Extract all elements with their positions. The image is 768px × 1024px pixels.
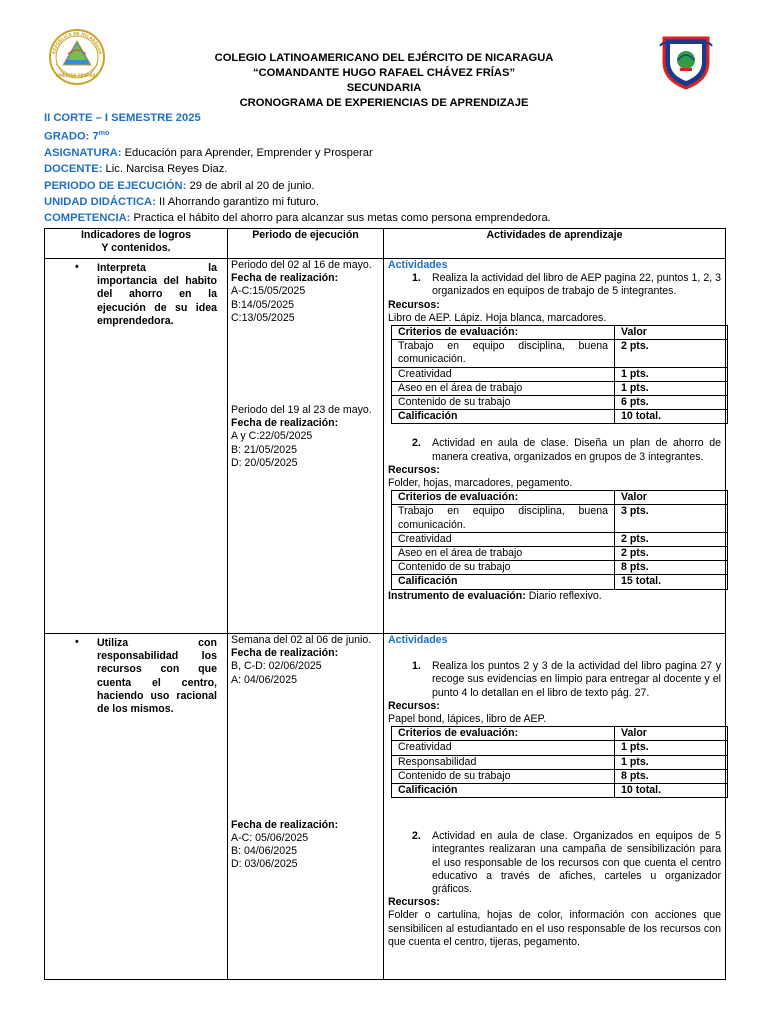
date-line: C:13/05/2025 [231,311,295,324]
activity-item [388,830,721,896]
table-header-row [45,229,726,259]
criteria-label: Responsabilidad [392,755,615,769]
criteria-total-row [392,575,728,589]
school-shield-logo [656,32,716,90]
date-line: A: 04/06/2025 [231,673,297,686]
date-line: A y C:22/05/2025 [231,430,313,443]
activity-number: 2. [412,830,421,843]
date-line: D: 20/05/2025 [231,456,298,469]
criteria-value: 1 pts. [615,367,728,381]
recursos-text: Libro de AEP. Lápiz. Hoja blanca, marcadores. [388,311,607,324]
criteria-value: 1 pts. [615,741,728,755]
criteria-row [392,547,728,561]
calificacion-value: 15 total. [615,575,728,589]
activity-item [388,437,721,463]
criteria-total-row [392,784,728,798]
criteria-value: 1 pts. [615,381,728,395]
calificacion-value: 10 total. [615,784,728,798]
valor-header: Valor [615,326,728,340]
criteria-row [392,396,728,410]
calificacion-label: Calificación [392,410,615,424]
criteria-row [392,532,728,546]
activity-text: Realiza la actividad del libro de AEP pagina 22, puntos 1, 2, 3 organizados en equipos de trabajo de 5 integrantes. [432,272,721,298]
date-line: B:14/05/2025 [231,298,295,311]
criteria-total-row [392,410,728,424]
fecha-label: Fecha de realización: [231,272,339,285]
recursos-text: Papel bond, lápices, libro de AEP. [388,713,547,726]
recursos-text: Folder, hojas, marcadores, pegamento. [388,477,573,490]
school-level: SECUNDARIA [346,82,422,94]
date-line: A-C: 05/06/2025 [231,832,309,845]
criteria-value: 6 pts. [615,396,728,410]
criteria-label: Aseo en el área de trabajo [392,381,615,395]
instrumento-label: Instrumento de evaluación: [388,589,526,602]
calificacion-label: Calificación [392,784,615,798]
recursos-heading: Recursos: [388,896,440,909]
svg-text:REPÚBLICA DE NICARAGUA: REPÚBLICA DE NICARAGUA [51,30,103,55]
valor-header: Valor [615,491,728,505]
criteria-label: Contenido de su trabajo [392,769,615,783]
periodo-value: 29 de abril al 20 de junio. [189,179,315,192]
indicator-text: Utiliza con responsabilidad los recursos con que cuenta el centro, haciendo uso racional de los mismos. [97,637,217,716]
course-metadata [44,110,551,226]
header-periodo: Periodo de ejecución [228,229,384,259]
activities-cell [384,634,726,980]
criteria-label: Contenido de su trabajo [392,396,615,410]
nicaragua-coat-of-arms-logo [44,28,110,86]
criteria-value: 2 pts. [615,340,728,367]
valor-header: Valor [615,727,728,741]
grado-sup: mo [98,130,110,138]
meta-grado [44,126,551,145]
calificacion-label: Calificación [392,575,615,589]
grado-label: GRADO: [44,130,90,143]
criteria-row [392,505,728,532]
activity-text: Realiza los puntos 2 y 3 de la actividad del libro pagina 27 y recoge sus evidencias en limpio para entregar al docente y el punto 4 lo detallan en el libro de texto pág. 27. [432,660,721,699]
fecha-label: Fecha de realización: [231,417,339,430]
document-title: CRONOGRAMA DE EXPERIENCIAS DE APRENDIZAJE [239,97,529,109]
corte-label: II CORTE – I SEMESTRE 2025 [44,112,201,124]
activity-number: 1. [412,660,421,673]
criteria-table [391,325,728,424]
date-line: B: 21/05/2025 [231,443,297,456]
activity-item [388,272,721,298]
meta-corte [44,110,551,126]
recursos-heading: Recursos: [388,699,440,712]
activity-item [388,660,721,700]
docente-label: DOCENTE: [44,163,103,176]
docente-value: Lic. Narcisa Reyes Diaz. [105,163,228,176]
school-named: “COMANDANTE HUGO RAFAEL CHÁVEZ FRÍAS” [252,67,516,79]
table-row [45,634,726,980]
asignatura-label: ASIGNATURA: [44,147,122,160]
criteria-row [392,769,728,783]
school-name: COLEGIO LATINOAMERICANO DEL EJÉRCITO DE NICARAGUA [214,52,554,64]
criteria-value: 1 pts. [615,755,728,769]
criteria-label: Creatividad [392,367,615,381]
header-indicadores-line1: Indicadores de logros [80,229,192,241]
grado-value: 7 [92,130,99,143]
criteria-value: 2 pts. [615,532,728,546]
activity-number: 2. [412,437,421,450]
criteria-header: Criterios de evaluación: [392,727,615,741]
instrumento-value: Diario reflexivo. [528,589,602,602]
meta-periodo [44,178,551,194]
period-text: Periodo del 19 al 23 de mayo. [231,404,372,417]
activities-cell [384,259,726,634]
periodo-label: PERIODO DE EJECUCIÓN: [44,179,187,192]
criteria-value: 3 pts. [615,505,728,532]
schedule-table [44,228,726,980]
criteria-value: 2 pts. [615,547,728,561]
activity-text: Actividad en aula de clase. Diseña un plan de ahorro de manera creativa, organizados en grupos de 3 integrantes. [432,437,721,463]
calificacion-value: 10 total. [615,410,728,424]
period-text: Periodo del 02 al 16 de mayo. [231,259,372,271]
fecha-label: Fecha de realización: [231,818,339,831]
recursos-text: Folder o cartulina, hojas de color, información con acciones que sensibilicen al estudiantado en el uso responsable de los recursos con que cuenta el centro, tijeras, pegamento. [388,909,721,948]
bullet-icon: • [75,261,79,273]
criteria-row [392,367,728,381]
criteria-table [391,726,728,798]
criteria-label: Contenido de su trabajo [392,561,615,575]
criteria-header: Criterios de evaluación: [392,326,615,340]
header-indicadores [45,229,228,259]
meta-docente [44,161,551,177]
criteria-row [392,381,728,395]
activity-number: 1. [412,272,421,285]
meta-unidad [44,194,551,210]
fecha-label: Fecha de realización: [231,647,339,660]
date-line: D: 03/06/2025 [231,858,298,871]
document-header [120,51,648,111]
criteria-table [391,490,728,589]
instrumento-line [388,590,721,603]
competencia-label: COMPETENCIA: [44,211,131,224]
recursos-heading: Recursos: [388,463,440,476]
criteria-row [392,755,728,769]
meta-competencia [44,210,551,226]
unidad-label: UNIDAD DIDÁCTICA: [44,195,156,208]
criteria-row [392,561,728,575]
table-row [45,259,726,634]
competencia-value: Practica el hábito del ahorro para alcanzar sus metas como persona emprendedora. [133,211,551,224]
criteria-value: 8 pts. [615,769,728,783]
activity-text: Actividad en aula de clase. Organizados en equipos de 5 integrantes realizaran una campaña de sensibilización para el uso responsable de los recursos con que cuenta el centro educativo a través de afiches, carteles u organizador gráficos. [432,830,721,896]
activities-heading: Actividades [388,634,448,646]
bullet-icon: • [75,636,79,648]
recursos-heading: Recursos: [388,298,440,311]
period-cell [228,634,384,980]
criteria-label: Trabajo en equipo disciplina, buena comunicación. [392,505,615,532]
criteria-row [392,340,728,367]
meta-asignatura [44,145,551,161]
criteria-header: Criterios de evaluación: [392,491,615,505]
indicator-cell [45,634,228,980]
indicator-cell [45,259,228,634]
header-actividades: Actividades de aprendizaje [384,229,726,259]
criteria-label: Aseo en el área de trabajo [392,547,615,561]
date-line: A-C:15/05/2025 [231,285,306,298]
criteria-label: Trabajo en equipo disciplina, buena comunicación. [392,340,615,367]
criteria-row [392,741,728,755]
header-indicadores-line2: Y contenidos. [101,242,171,255]
indicator-text: Interpreta la importancia del habito del ahorro en la ejecución de su idea emprendedora. [97,262,217,327]
criteria-label: Creatividad [392,741,615,755]
asignatura-value: Educación para Aprender, Emprender y Prosperar [124,147,373,160]
activities-heading: Actividades [388,259,448,271]
criteria-label: Creatividad [392,532,615,546]
unidad-value: II Ahorrando garantizo mi futuro. [158,195,319,208]
period-text: Semana del 02 al 06 de junio. [231,634,372,646]
period-cell [228,259,384,634]
date-line: B, C-D: 02/06/2025 [231,660,322,673]
svg-text:AMÉRICA CENTRAL: AMÉRICA CENTRAL [55,73,99,78]
criteria-value: 8 pts. [615,561,728,575]
date-line: B: 04/06/2025 [231,845,297,858]
